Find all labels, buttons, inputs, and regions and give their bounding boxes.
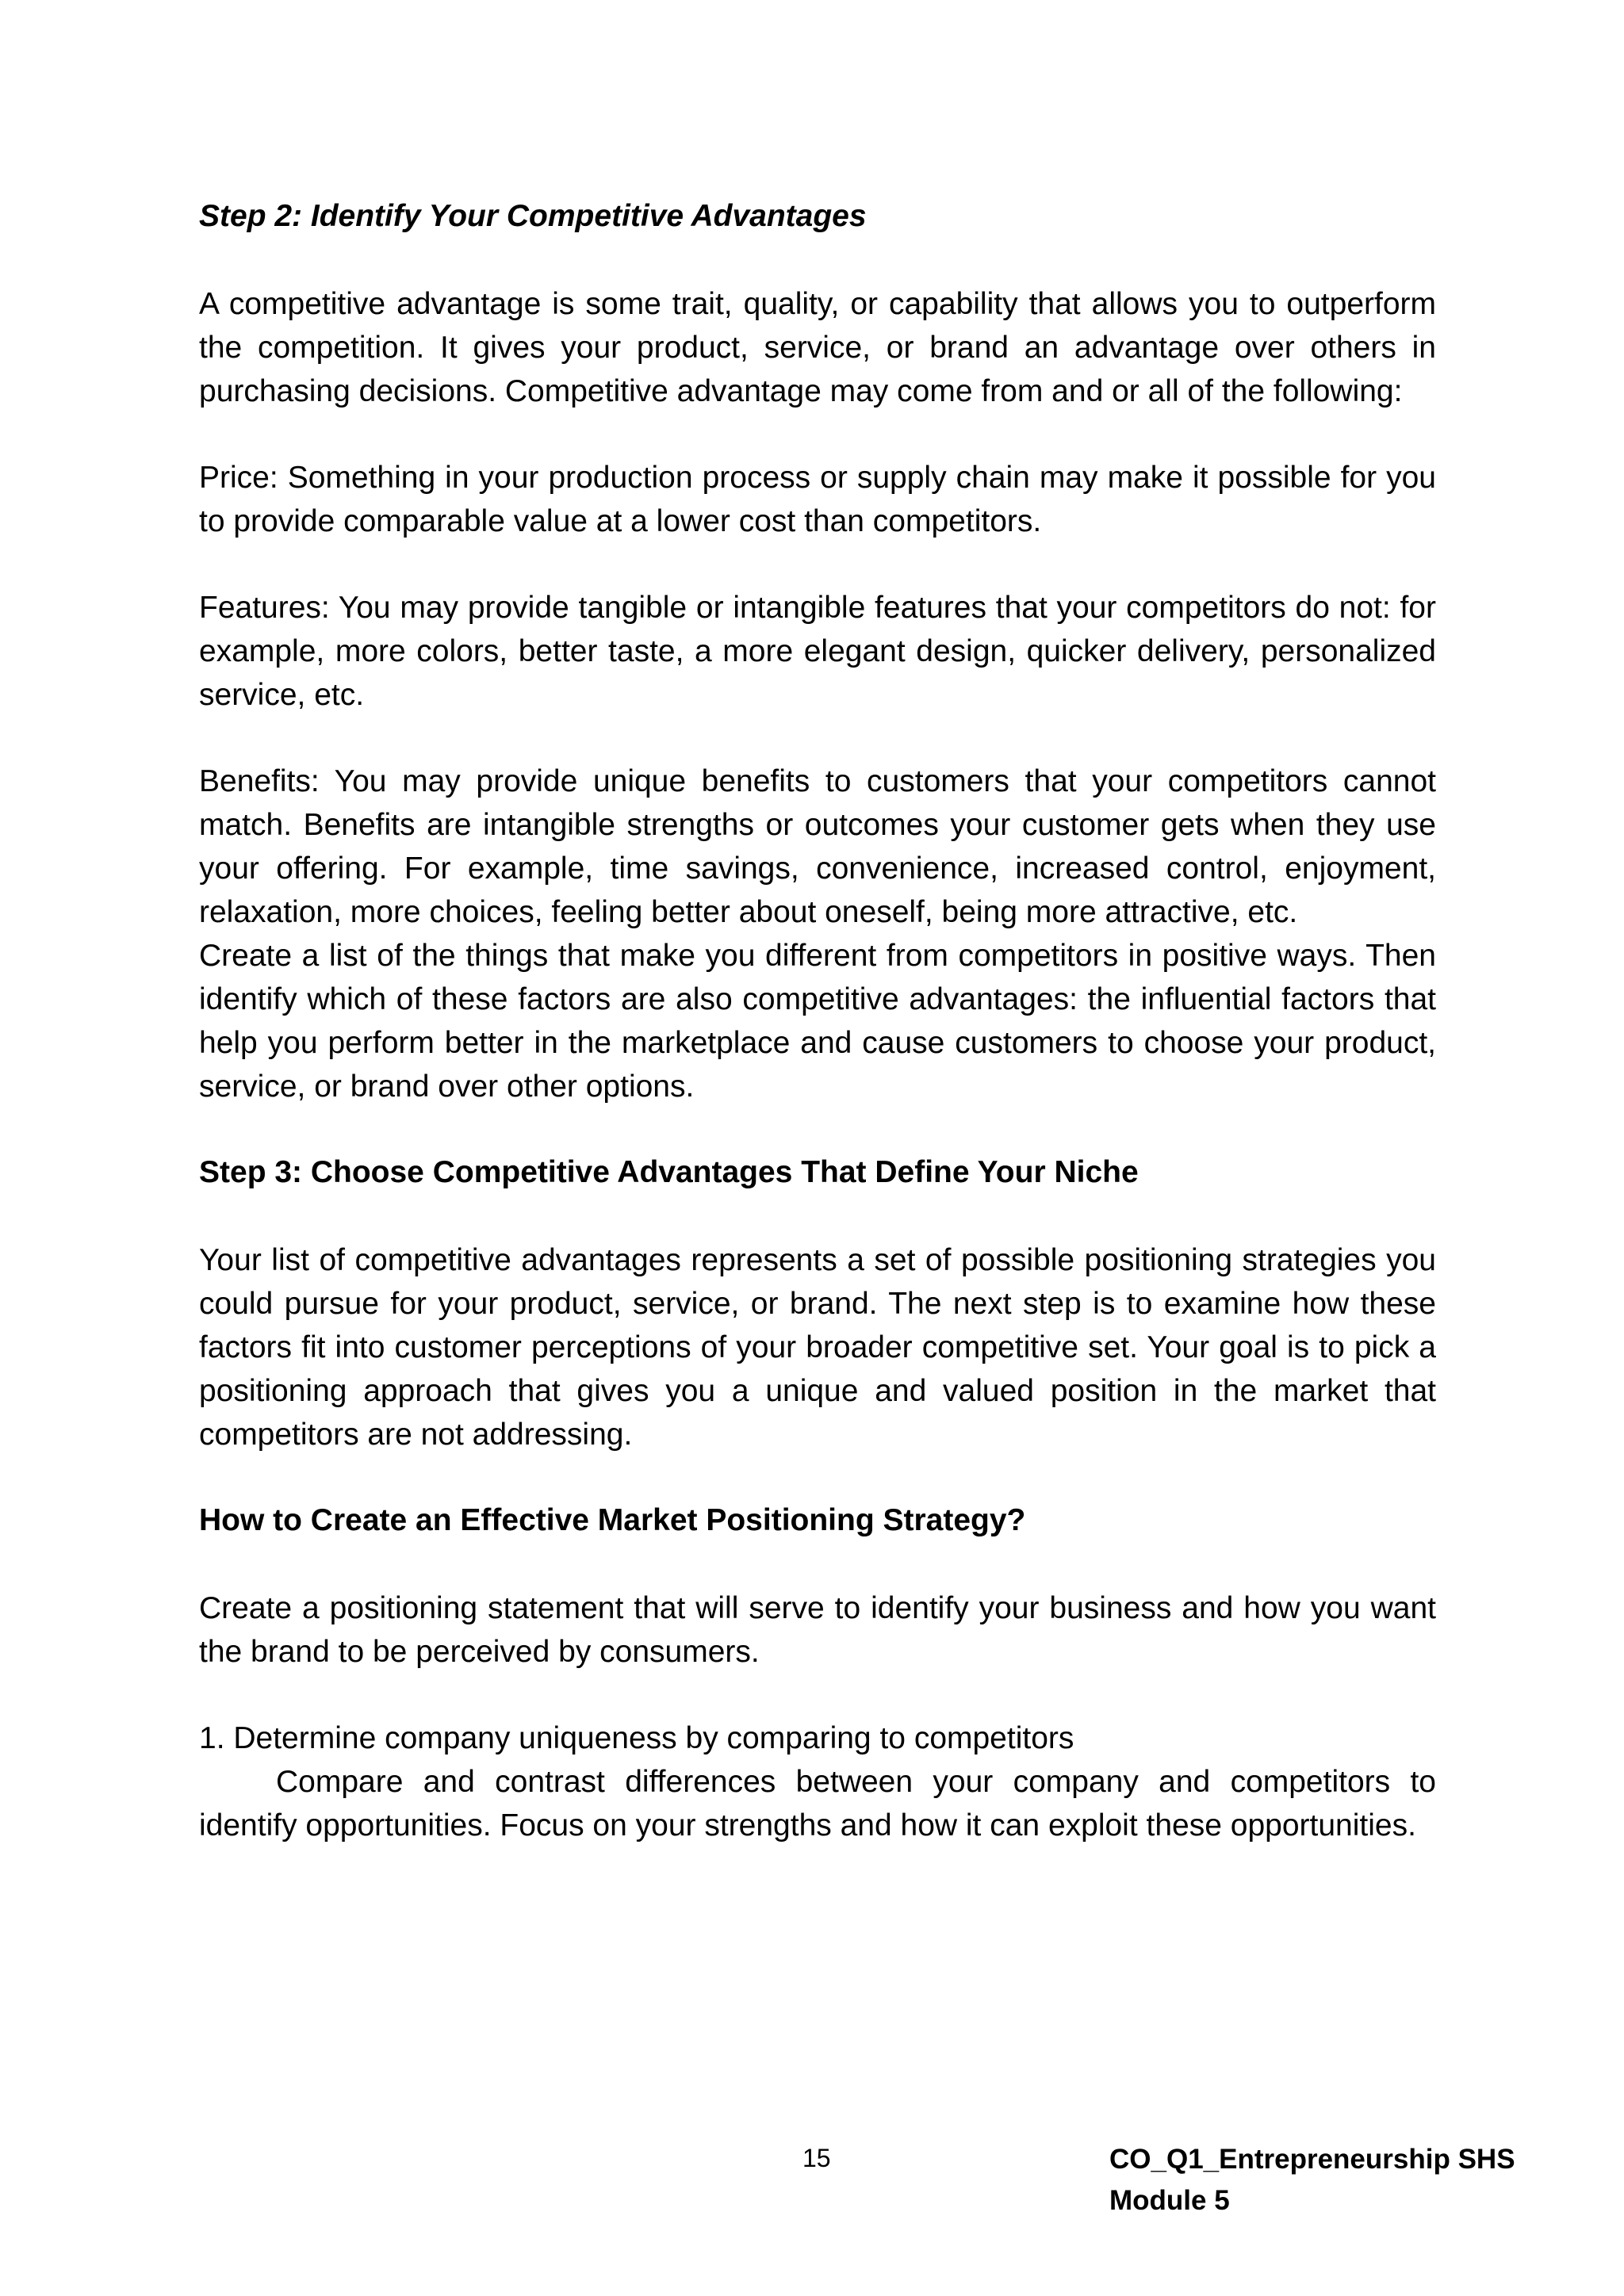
how-to-heading: How to Create an Effective Market Positioning Strategy? <box>199 1503 1026 1537</box>
module-code <box>1109 2139 1553 2221</box>
features-paragraph: Features: You may provide tangible or intangible features that your competitors do not: for example, more colors, better taste, a more elegant design, quicker delivery, personalized service, etc. <box>199 591 1436 712</box>
module-code-line1: CO_Q1_Entrepreneurship SHS <box>1109 2144 1515 2175</box>
benefits-paragraph: Benefits: You may provide unique benefits to customers that your competitors cannot match. Benefits are intangible strengths or outcomes your customer gets when they use your offering. For example, time savings, convenience, increased control, enjoyment, relaxation, more choices, feeling better about oneself, being more attractive, etc. <box>199 764 1436 929</box>
step2-heading: Step 2: Identify Your Competitive Advantages <box>199 199 867 233</box>
list-item-1-title: 1. Determine company uniqueness by comparing to competitors <box>199 1721 1074 1755</box>
page-number: 15 <box>802 2144 831 2172</box>
list-item-1-body: Compare and contrast differences between your company and competitors to identify opportunities. Focus on your strengths and how it can exploit these opportunities. <box>199 1765 1436 1843</box>
document-body <box>199 195 1436 1890</box>
create-list-paragraph: Create a list of the things that make you different from competitors in positive ways. Then identify which of these factors are also competitive advantages: the influential factors that help you perform better in the marketplace and cause customers to choose your product, service, or brand over other options. <box>199 939 1436 1104</box>
step2-intro: A competitive advantage is some trait, quality, or capability that allows you to outperform the competition. It gives your product, service, or brand an advantage over others in purchasing decisions. Competitive advantage may come from and or all of the following: <box>199 287 1436 408</box>
step3-body: Your list of competitive advantages represents a set of possible positioning strategies you could pursue for your product, service, or brand. The next step is to examine how these factors fit into customer perceptions of your broader competitive set. Your goal is to pick a positioning approach that gives you a unique and valued position in the market that competitors are not addressing. <box>199 1243 1436 1452</box>
module-code-line2: Module 5 <box>1109 2185 1230 2216</box>
how-to-body: Create a positioning statement that will serve to identify your business and how you want the brand to be perceived by consumers. <box>199 1591 1436 1669</box>
price-paragraph: Price: Something in your production process or supply chain may make it possible for you to provide comparable value at a lower cost than competitors. <box>199 461 1436 538</box>
step3-heading: Step 3: Choose Competitive Advantages That Define Your Niche <box>199 1155 1139 1189</box>
